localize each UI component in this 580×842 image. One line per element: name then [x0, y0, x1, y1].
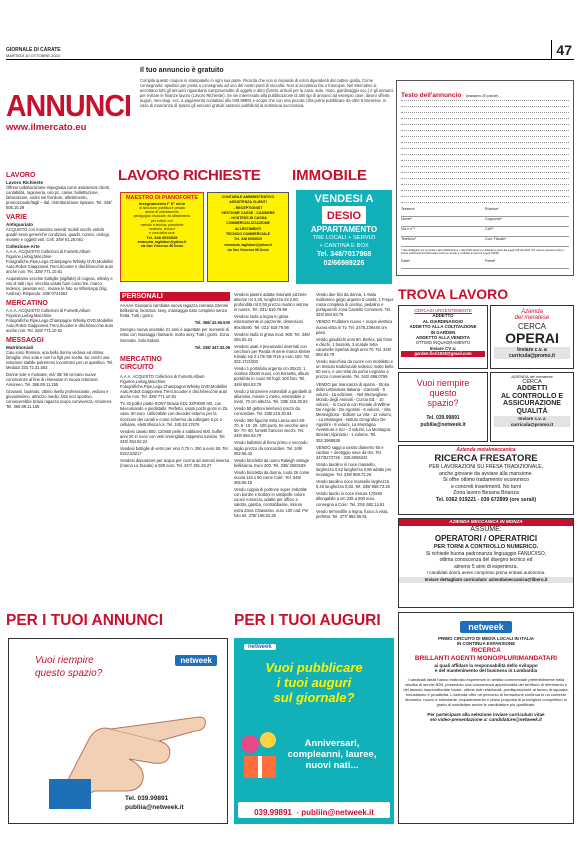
list-item: Ciao sono Romina, una bella donna vedova ed ottima famiglia. Vivo sola e non ho figli per scelta. Se cerchi una relazione stabile potremmo incontrarci per un aperitivo. Tel. Mediazi 333.72.31.563 — [6, 350, 114, 370]
section-varie: VARIE — [6, 214, 27, 221]
ad-email[interactable]: publiia@netweek.it — [420, 422, 466, 428]
list-item: Acquistiamo vecchie bottiglie (sigillate) di cognac, whisky e vini di tutti i tipi. Vecchia valuta fuori corso lire, marco tedesco, pesetas ecc.. Inviare le foto su WhatsApp (Sig. Andrea). Rispondo. 349/ 0741664 — [6, 276, 113, 296]
ad-line: CERCA — [517, 322, 546, 332]
brand-title: ANNUNCI — [6, 88, 132, 123]
ad-operai — [490, 305, 574, 369]
list-item: Donne sole e motivate, età' 35/ 59 cercano nuove conoscenze al fine di rimessare in nuova relazione. Amoreeo. Tel. 366.89.11.155 — [6, 372, 99, 387]
section-messaggi: MESSAGGI — [6, 337, 44, 344]
immobile-heading: IMMOBILE — [292, 167, 367, 184]
ad-line: TRE LOCALI + SERVIZI — [312, 235, 376, 241]
ad-email[interactable]: publiin@netweek.it — [301, 808, 374, 817]
list-item: Vendo tavolino noce massello larghezza 0,46 lunghezza 0,83. Tel. 339/ 858.73.26 — [316, 479, 390, 490]
ad-line: PRIMO CIRCUITO DI MEDIA LOCALI IN ITALIA — [438, 636, 534, 641]
brand-block — [6, 62, 134, 162]
coupon-title: Testo dell'annuncio — [401, 92, 462, 99]
field-rubrica[interactable]: Rubrica* — [485, 207, 499, 211]
ad-line: AL CONTROLLO E — [500, 392, 564, 400]
list-item: Vendo bicicletta da donna, ruota 26 come nuova 115 x 50 come Cole'. Tel. 349/ 365.86.15 — [234, 469, 310, 486]
list-item: Vendo macchina da cucire con mobiletto e un tessuto tradizionale tedesco molto bello 60 euro, e uno telai da uomo Legnano a prezzo conveniente. Tel. 342/ 698.0769 — [316, 359, 394, 380]
list-item: Vendo due bici da donna, 1 Atala mallumino grigio argento 5 cambi, 1 Frejus rossa completa di cestino, pedalino e portapacchi zona Castello Cervesesi. Tel. 349/ 884.83.79 — [316, 292, 394, 318]
ad-line: di istruzione pubblica e privata — [139, 206, 185, 211]
ad-contabile — [207, 192, 289, 282]
ad-line: ALLESTIMENTI — [234, 226, 262, 231]
list-item: A.A.A. ACQUISTO Collezioni di Fumetti,Album Figurine,Liebig,Macchine Fotografiche,Pipe,Lego,Champagne Whisky DVD,Modellini Auto,Robot Giapponesi,Treni,Scooter e dischi/vecchie auto anche non. Tel. 328/ 771.10.81 — [6, 308, 114, 333]
subsection-antiquariato: Antiquariato — [6, 222, 34, 227]
ad-garden — [398, 305, 488, 369]
coupon-fields — [401, 207, 569, 269]
ad-line: Vuoi pubblicare — [265, 660, 363, 675]
section-mercatino: MERCATINO — [6, 300, 48, 307]
coupon-form[interactable] — [396, 80, 574, 276]
netweek-logo-text: netweek — [248, 644, 272, 650]
ad-line: CERCASI URGENTEMENTE — [414, 308, 472, 313]
list-item: A.A.A. ACQUISTO Collezioni di Fumetti,Album Figurine,Liebig,Macchine Fotografiche,Pipe,Lego,Champagne Whisky DVD,Modellini Auto,Robot Giapponesi,Treni,Scooter e dischi/vecchie auto anche non. Tel. 328/ 771.10.81 — [6, 249, 114, 274]
ad-fresatore — [398, 445, 574, 515]
ad-line: - RECEPTIONIST — [233, 205, 263, 210]
list-item: Vendesi stufa in ghisa mod. 900. Tel. 349/ 284.92.24 — [234, 331, 310, 342]
brand-url[interactable]: www.ilmercato.eu — [6, 122, 87, 133]
ad-line: sul giornale? — [273, 690, 355, 705]
ad-line: + CANTINA E BOX — [319, 242, 369, 249]
ad-phone: Tel. 348 6053529 — [146, 234, 178, 240]
ad-vuoi-riempire-small — [398, 372, 488, 442]
ad-phone: Tel. 039.99891 — [125, 795, 169, 802]
list-item: A.A.A. ACQUISTO Collezioni di Fumetti,Album Figurine,Liebig,Macchine Fotografiche,Pipe,Lego,Champagne Whisky DVD,Modellini Auto,Robot Giapponesi,Treni,Scooter e dischi/vecchie auto anche non. Tel. 328/ 771.10.81 — [120, 373, 228, 400]
list-item: Vendo 2 lanzenere estensibili a gambelli di alluminio, misure 1 metro, estensibile 2 metri, 70 cm altezza. Tel. 338/ 215.30.84 — [234, 388, 312, 404]
ad-vendesi-desio — [296, 190, 392, 284]
ad-address: via San Vincenzo 66 Desio — [140, 244, 184, 249]
paper-name: GIORNALE DI CARATE — [6, 47, 61, 53]
ad-line: Anniversari, — [304, 738, 360, 749]
intro-text: Compila questo coupon in stampatello in ogni sua parte. Ricorda che non si risponde di errori dipendenti dal cattivo grafia. Come consegnarlo: spedisci per posta o consegnalo ad uno dei nostri punti di raccolta. Non si accettano fax o fotocopie. Nel Mercatino si accettano tutti gli annunci riguardanti compravendite di oggetti e altro (furetti, articoli per la casa, auto, moto, giardinaggio ecc.) e gli annunci per evitare le finanze lavoro (Lavoro Richieste). Se sei interessato alla pubblicazione di altri tipi di annunci ad esempio case, lavoro offerte, auguri, necrologi, ecc. a pagamento contattaci allo 039.99891 e scopri che con una piccola cifra potrai pubblicare da oltre 8 interesse. In caso di mancanza di spazio gli annunci gratuiti saranno pubblicati la settimana successiva. — [140, 78, 394, 109]
ad-line: per solisti, cori — [151, 218, 173, 223]
ad-address: via San Vincenzo 66 Desio — [227, 247, 269, 252]
list-item: VENDO saggi a nastro diametro 60 e cardine + dentiggio nave da tiro. Tel. 347/9273726 - 328.6066342 — [316, 444, 384, 460]
list-item: VENDO per mancanza di spazio - Storia della Letteratura Italiana - Garzanti - 9 volumi - 1a edizione, - Nel Meraviglioso Mondo degli Animali - Curcio Ed. - 10 volumi, - In Cucina con Fioriale di Willme De Angelis - De Agostini - 6 volumi, - Vita Meravigliosa - Editore La Vita - 12 volumi, - La Montagna - Istituto Geografico De Agostini - 8 volumi, La Montagna Avventure e Scr - 2 volumi, La Montagna Itinerari Alpinistici - 1 volume. Tel. 353.3968638 — [316, 381, 392, 443]
field-firma[interactable]: Firma* — [485, 259, 496, 264]
list-item: Vendo tavolino in noce massello, larghezza 0,62 lunghezza 0,86 adatto per montagne. Tel. 339/ 858.73.26 — [316, 461, 392, 478]
ad-line: VENDESI A — [314, 193, 374, 205]
list-item: TV 32 pollici piatto SONY Bravia KDL 32P3000 HD, con telecomando e piedistallo. Perfetto, usato pochi giorni in Za casa. 60 euro. Utilizzabile con decoder esterno per la ricezione dei canali e come schermo da collegare a pc o cellulare, elettrofisica k.k. Tel. 340.48.17676 — [120, 401, 228, 427]
coupon-text-lines[interactable] — [401, 95, 569, 203]
ad-line: RICERCA FRESATORE — [434, 453, 538, 464]
list-item: VENDO Frullatore nuovo + scope elettrica nuova vista in Tv. Tel. 3475.239446 ore pasti — [316, 319, 393, 335]
ad-line: e del mantenimento del business in Lombardia — [434, 668, 538, 674]
page-header — [6, 40, 574, 60]
netweek-logo — [175, 655, 217, 666]
ad-phone: Tel. 348 6053529 — [234, 237, 262, 242]
ad-line: ADDETTO — [432, 313, 454, 319]
mercatino-circuito-heading: MERCATINO CIRCUITO — [120, 355, 162, 371]
ad-line: ADDETTI — [516, 385, 548, 392]
ad-line: IN CONTINUA ESPANSIONE — [456, 641, 516, 647]
ad-controllo-qualita — [490, 372, 574, 442]
ad-line: AZIENDA del meratese — [511, 374, 553, 379]
netweek-logo-text: netweek — [180, 656, 212, 665]
ad-body: I candidati ideali hanno maturato esperienze in ambito commerciale preferibilmente nella vendita di servizi B2B, posseduto una conoscenza approfondita del territorio di riferimento e del tessuto imprenditoriale locale, ottime doti relazionali, predisposizione al lavoro di squadra, entusiasmo e proattività. L'azienda offre un percorso di formazione continua in un contesto dinamico, nuovo e stimolante, inquadramento e piano proposta di provvigioni competitivo in grado di soddisfare anche le candidature più qualificate. — [403, 677, 569, 708]
phone-line: Tel. 366/ 42.56.530 — [194, 320, 230, 326]
netweek-logo — [244, 644, 276, 650]
ad-line: Vuoi riempire — [416, 378, 470, 388]
ad-line: BRILLANTI AGENTI MONO/PLURIMANDATARI — [414, 654, 558, 662]
ad-email[interactable]: curricula@promo.it — [510, 421, 554, 427]
phone-line: Tel. 338/ 447.32.06 — [194, 344, 230, 350]
coupon-subtitle: (massimo 20 parole) — [465, 94, 499, 98]
ad-line: APPARTAMENTO — [310, 225, 378, 234]
ad-line: OTTIMO INQUADRAMENTO — [415, 340, 471, 346]
trova-lavoro-heading: TROVA LAVORO — [398, 286, 509, 302]
ad-line: questo — [429, 388, 457, 398]
pointing-hand-icon — [49, 699, 209, 809]
ad-line: spazio? — [427, 398, 459, 408]
ad-line: PER LAVORAZIONI SU FRESA TRADIZIONALE, — [428, 464, 544, 470]
intro-block — [140, 62, 394, 162]
list-item: Vendesi bottiglie di vetro per vino 0,75 n. 250 a euro 50. Tel. 0322.53217 — [120, 445, 229, 457]
ad-line: e cura della voce — [149, 230, 175, 235]
ad-title: MAESTRO DI PIANOFORTE — [125, 195, 199, 201]
list-item: Offresi collaborazione impegnata come assistenza clienti, contabilità, ragioneria, uso pc, casse; bollettazione, fatturazione, ordini nei fornitore, allestimento, promozionale/tagli – dal, ristrutturazione riparare. Tel. 349/ 605.15.29 — [6, 185, 112, 210]
ad-line: nuovi nati... — [305, 760, 359, 771]
ad-email[interactable]: e/o video-presentazione a: candidature@netweek.it — [430, 717, 542, 723]
list-item: Vendo ballottini di fieno primo e secondo taglio prezzo da concordare. Tel. 349/ 082.96.42 — [234, 440, 308, 456]
ad-line: AZIENDA MECCANICA IN MONZA — [399, 519, 573, 526]
issue-date: MARTEDÌ 10 OTTOBRE 2023 — [6, 53, 60, 58]
field-data[interactable]: Data* — [401, 259, 410, 264]
field-nome[interactable]: Nome* — [401, 217, 412, 221]
ad-operatori-torni — [398, 518, 574, 608]
ad-line: RICERCA — [471, 646, 501, 654]
ad-line: metodo e tecnica, pianoforte — [140, 222, 184, 227]
coupon-note: * Dati obbligatori per procedere alla pubblicazione. I dati NON saranno pubblicati ai sensi del legge 196 del 2003. Per essere esposte le foto e buone pratiche/ai fini dell'evitare rischi per le fate e i cellulari ai sensi di Legge 196/96. — [401, 249, 564, 256]
section-lavoro: LAVORO — [6, 172, 36, 179]
ad-line: COMMERCIALIZZAZIONE — [226, 221, 270, 226]
page-number: 47 — [556, 42, 572, 58]
list-item: Vendo coppia di poltrone super imbottite con bordre e bottoni in similpelle colore cuoio/ rossiccio, adatte per ufficio e salotto, gamba, contrabbasse, misure extra Zona Chiavasso, euro 100 cad. Per foto tel. 378/ 188.02.35 — [234, 487, 309, 518]
field-tessera[interactable]: Tessera* — [401, 207, 415, 211]
ad-line: OPERAI — [505, 330, 559, 347]
ad-line: pedagogico musicale, ed allestimento — [133, 214, 191, 219]
ad-line: I candidati dovrà avere compreso prima entrasi autonoma. — [426, 570, 546, 575]
ad-line: AL GIARDINAGGIO — [422, 318, 464, 324]
ad-line: Insegnamento I° II° ciclo — [138, 201, 186, 207]
ad-line: almeno 5 anni di esperienza. — [454, 563, 518, 570]
list-item: Seregno nuova orientale 21 anni è aspettate per momenti di relax con massaggi rilassanti, molto sexy. Tutti i giorni. Zona riservata. Solo italiani. — [120, 327, 229, 343]
field-telefono[interactable]: Telefono* — [401, 237, 416, 241]
field-codfiscale[interactable]: Cod. Fiscale* — [485, 237, 507, 241]
ad-line: ASSISTENZA CLIENTI — [229, 200, 267, 205]
list-item: AAAAA Giussano cambiata nuova ragazza coreana 22enne bellissima, bionzina, sexy, massaggio tutto completo senza fretta. Tutti i giorni. — [120, 303, 229, 319]
ad-line: Si richiede buona padronanza linguaggio FANUC/ISO, — [425, 550, 547, 557]
intro-title: Il tuo annuncio è gratuito — [140, 67, 224, 74]
subsection-lavoro-richieste: Lavoro Richieste — [6, 180, 44, 185]
left-column — [6, 172, 116, 612]
ad-line: OPERATORI / OPERATRICI — [434, 534, 538, 543]
ad-phone: 039.99891 — [254, 808, 292, 817]
ad-line: ADDETTO ALLA COLTIVAZIONE — [409, 324, 477, 330]
ad-line: compleanni, lauree, — [287, 749, 377, 760]
ad-line: anche di orientamento — [145, 210, 179, 215]
ad-line: ai quali affidare la responsabilità dello sviluppo — [434, 662, 538, 668]
personali-column — [120, 292, 230, 610]
ad-line: del meratese — [514, 315, 550, 322]
ad-phone: Tel. 039.99891 — [426, 415, 460, 421]
ad-vuoi-riempire-large — [8, 638, 228, 824]
list-item: Vendesi piastre adatta ristoranti pizzerie attezze mt 2,30, lunghezza mt 2,60, profondità mt 0,50 prezzo modico vetrina in ruvere. Tel. 031/ 819.79.98 — [234, 292, 309, 313]
list-item: Giovanni, laureato, ottimo livello professionale, vedovo e giovanissimo, attrezzo medio, fatti ricci sportivo, conoscerebbe brava ragazza scopo convivenza. Amoreeo. Tel. 366.89.11.155 — [6, 389, 113, 409]
list-item: Vendo 300 figurine Mira Lanza anni 60- 70, 5- 10- 20- 100 punti, tre vecchie anni 50- 70- 80, fumetti francesi vecchi. Tel. 349/ 884.83.79 — [234, 418, 308, 439]
subsection-collezione-arte: Collezione-Arte — [6, 244, 40, 249]
field-via[interactable]: Via e n°* — [401, 227, 415, 231]
ad-line: Azienda — [521, 309, 543, 315]
ad-email[interactable]: emanuela_tagliabue@yahoo.it — [224, 242, 272, 247]
ad-line: CONTABILE AMMINISTRATIVO — [221, 195, 275, 199]
ad-email[interactable]: publiia@netweek.it — [125, 804, 184, 811]
ad-line: ottima conoscenza del disegno tecnico ed — [439, 557, 533, 563]
per-i-tuoi-auguri-heading: PER I TUOI AUGURI — [234, 612, 381, 629]
list-item: Vendesi stufa a legna in ghisa esternamente in pazzerite, dimensioni 90x40x90. Tel. 031/ 819.79.98 — [234, 314, 303, 330]
ad-email[interactable]: garden.fiori1928@gmail.com — [401, 351, 485, 357]
ad-line: Inviare c.v. a — [517, 347, 547, 354]
ad-phone: Tel. 348/7017968 — [316, 251, 372, 258]
ad-line: i tuoi auguri — [276, 675, 352, 690]
list-item: Vendesi cavalo 800, 120x60 pelle a sabbiarsi 500, buffet anni 20 in noce con vetri smerigliati, tappetino tunisini. Tel. 349/ 284.92.24 — [120, 428, 226, 444]
ad-line: Inviare c.v. a — [518, 416, 546, 421]
column-four — [316, 292, 394, 610]
ad-line: Inviare CV a: — [429, 345, 457, 351]
ad-line: ADDETTO ALLA VENDITA — [416, 335, 470, 341]
ad-line: Azienda metalmeccanica — [456, 447, 516, 453]
list-item: Vendo 1 portafolio argento cm 20x23, 1 sciolina 28x30 nuovi, con borsetta, album portafoto in cuoio 50 fogli, 100 foto. Tel. 349/ 884.83.79 — [234, 366, 310, 387]
ad-maestro-pianoforte — [120, 192, 204, 282]
ad-line: moderno, teoria e — [148, 226, 176, 231]
subsection-matrimoniali: Matrimoniali — [6, 345, 34, 350]
list-item: Vendo giradischi anni 80, Berlex, più forse e dischi, 1 bussola, 3 scatole tetra caramelle Sperlari degli anni 70. Tel. 349/ 884.83.79 — [316, 336, 393, 358]
ad-phone: 02/66989226 — [323, 260, 365, 267]
personali-heading: PERSONALI — [120, 292, 230, 301]
ad-line: Si offre ottimo trattamento economico — [442, 477, 530, 483]
ad-email[interactable]: curricula@promo.it — [509, 353, 555, 360]
ad-line: CERCA — [522, 379, 542, 385]
per-i-tuoi-annunci-heading: PER I TUOI ANNUNCI — [6, 612, 164, 629]
list-item: Vendo 50 gettoni telefonici prezzi da concordare. Tel. 338/ 215.30.84 — [234, 405, 300, 416]
column-three — [234, 292, 312, 610]
ad-phone: Tel. 0362 919221 - 039 672899 (ore serali) — [435, 496, 537, 503]
ad-line: Per partecipare alla selezione inviare curriculum vitae — [427, 711, 545, 717]
list-item: Vendo termosifile a legna, fuoco a vista, perfetta. Tel. 377/ 982.95.91 — [316, 508, 389, 519]
list-item: Vendo bicicletta da uomo Raleigh vintage bellissima. Euro 200. Tel. 339/ 2583169 — [234, 457, 310, 468]
ad-line: ASSICURAZIONE — [503, 400, 561, 407]
ad-line: ASSUME: — [470, 525, 502, 533]
ad-city: DESIO — [326, 210, 362, 222]
ad-email[interactable]: emanuela_tagliabue@yahoo.it — [137, 239, 187, 244]
ad-line: GESTIONE CASSE - CASSIERE — [221, 210, 275, 215]
ad-line: PER TORNI A CONTROLLO NUMERICO. — [433, 543, 539, 550]
ad-line: QUALITÀ — [516, 407, 548, 415]
ad-auguri: netweek Vuoi pubblicare i tuoi auguri sul giornale? Anniversari, compleanni, lauree, nuovi nati... 039.99891 - publiin@netweek.it — [234, 638, 394, 824]
ad-line: Zona lavoro Besana Brianza — [453, 490, 519, 496]
ad-agenti — [398, 612, 574, 824]
ad-line: questo spazio? — [35, 668, 103, 679]
ad-line: IN GARDEN — [430, 329, 456, 335]
lavoro-richieste-heading: LAVORO RICHIESTE — [118, 167, 261, 184]
ad-email[interactable]: Inviare dettagliato curriculum: aziendameccanica@libero.it — [399, 577, 573, 583]
list-item: Vendesi depuratore per acque per cucina ad osmosi inversa (marca La Ducale) a 500 euro. Tel. 347/ 391.29.27 — [120, 458, 230, 469]
ad-line: TECNICO COMMERCIALE — [225, 232, 271, 237]
ad-line: - HOSTESS DI CASSA — [229, 216, 267, 221]
ad-line: anche giovane da avviare alla mansione. — [438, 470, 533, 477]
list-item: Vendo tavolo in noce misura 170x90 allungabile a cm 235 a 500 euro, consegna a Cole'. Tel. 334/ 682.14.81 — [316, 491, 385, 507]
ad-line: Vuoi riempire — [35, 655, 94, 666]
field-cap[interactable]: CAP* — [485, 227, 494, 231]
list-item: Vendesi usati 4 pneumatici invernali con cerchioni per Panda III serie marca Kleber Krisalp Hp 2 175/ 65/ R15 a euro 150. Tel. 332.1721003 — [234, 343, 311, 365]
field-cognome[interactable]: Cognome* — [485, 217, 502, 221]
netweek-logo-text: netweek — [468, 622, 504, 632]
ad-line: e concreti inserimenti. No turni — [450, 483, 522, 490]
list-item: ACQUISTO con massima serietà' mobili vecchi antichi quadri sessi generiche condizioni, quadri, cornici, orologi, monete e oggetti vari. Cell. 349/ 61.25.061 — [6, 227, 110, 242]
